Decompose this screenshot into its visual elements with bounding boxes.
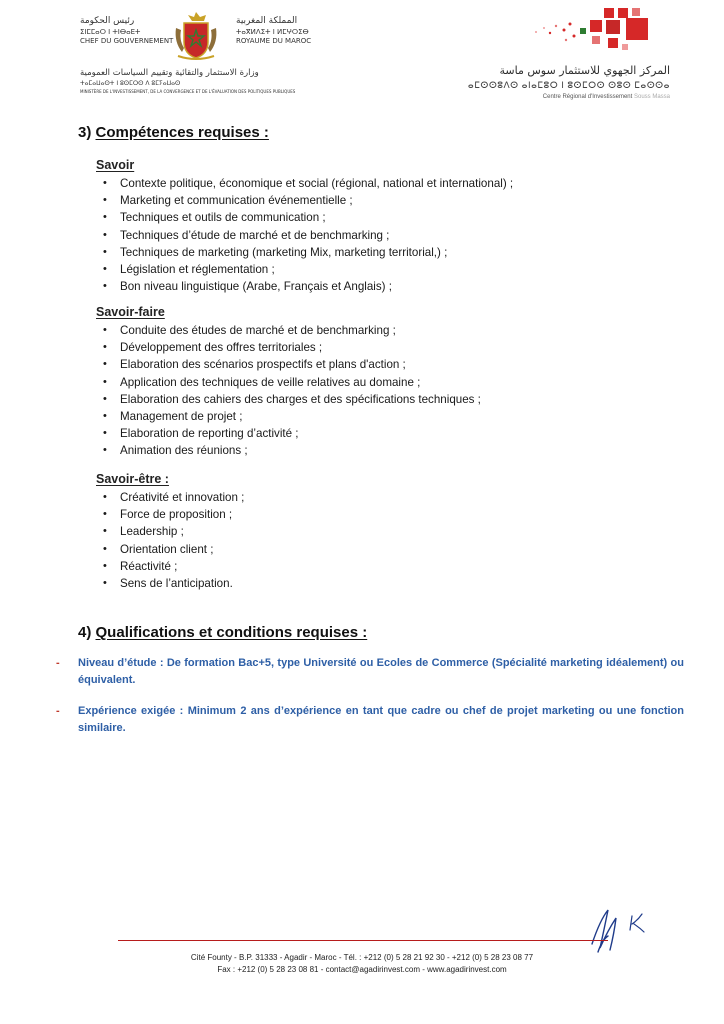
list-item: • Elaboration des cahiers des charges et des spécifications techniques ; — [96, 391, 481, 408]
list-item: • Management de projet ; — [96, 408, 481, 425]
list-item: • Bon niveau linguistique (Arabe, Français et Anglais) ; — [96, 278, 513, 295]
savoir-faire-list — [96, 322, 481, 460]
savoir-etre-list — [96, 489, 244, 592]
list-item: • Leadership ; — [96, 523, 244, 540]
footer-contact: Fax : +212 (0) 5 28 23 08 81 - contact@agadirinvest.com - www.agadirinvest.com — [217, 965, 507, 974]
cri-name-fr — [543, 94, 670, 100]
qualification-education: Niveau d’étude : De formation Bac+5, type Université ou Ecoles de Commerce (Spécialité marketing idéalement) ou équivalent. — [78, 657, 684, 686]
gov-title-tf: ⵉⵏⵎⵎⴰⵔ ⵏ ⵜⵏⴱⴰⴹⵜ — [80, 28, 141, 36]
section-3-number: 3) — [78, 124, 92, 141]
cri-header — [467, 6, 690, 106]
cri-name-tf: ⴰⵎⵙⵙⵓⴷⵙ ⴰⵏⴰⵎⵓⵔ ⵏ ⵓⵙⵎⵔⵙ ⵙⵓⵙ ⵎⴰⵙⵙⴰ — [467, 80, 670, 90]
ministry-tf: ⵜⴰⵎⴰⵡⴰⵙⵜ ⵏ ⵓⵙⵎⵔⵙ ⴷ ⵓⵎⵢⴰⵡⴰⵙ — [80, 80, 181, 87]
section-4-heading — [78, 624, 367, 641]
list-item: • Elaboration des scénarios prospectifs et plans d'action ; — [96, 356, 481, 373]
gov-title-fr: CHEF DU GOUVERNEMENT — [80, 37, 174, 45]
list-item: • Conduite des études de marché et de benchmarking ; — [96, 322, 481, 339]
ministry-ar: وزارة الاستثمار والتقائية وتقييم السياسات العمومية — [80, 68, 259, 78]
cri-name-fr-main: Centre Régional d'Investissement — [542, 94, 633, 100]
list-item: • Application des techniques de veille relatives au domaine ; — [96, 374, 481, 391]
list-item: • Développement des offres territoriales ; — [96, 339, 481, 356]
gov-title-ar: رئيس الحكومة — [80, 16, 135, 26]
kingdom-ar: المملكة المغربية — [236, 16, 298, 26]
section-3-title: Compétences requises : — [95, 124, 269, 141]
cri-pixel-logo — [526, 6, 666, 56]
government-header — [80, 10, 340, 100]
qualification-dash: - — [56, 657, 60, 669]
section-4-number: 4) — [78, 624, 92, 641]
list-item: • Elaboration de reporting d’activité ; — [96, 425, 481, 442]
savoir-heading: Savoir — [96, 158, 135, 172]
list-item: • Orientation client ; — [96, 541, 244, 558]
savoir-etre-heading: Savoir-être : — [96, 472, 169, 486]
section-4-title: Qualifications et conditions requises : — [95, 624, 368, 641]
list-item: • Sens de l’anticipation. — [96, 575, 244, 592]
handwritten-signature — [586, 900, 666, 960]
list-item: • Contexte politique, économique et social (régional, national et international) ; — [96, 175, 513, 192]
list-item: • Législation et réglementation ; — [96, 261, 513, 278]
qualification-item — [56, 703, 684, 737]
list-item: • Techniques de marketing (marketing Mix, marketing territorial,) ; — [96, 244, 513, 261]
list-item: • Créativité et innovation ; — [96, 489, 244, 506]
list-item: • Animation des réunions ; — [96, 442, 481, 459]
moroccan-coat-of-arms-logo — [172, 10, 220, 62]
cri-name-fr-region: Souss Massa — [633, 94, 670, 100]
footer-address: Cité Founty - B.P. 31333 - Agadir - Maroc - Tél. : +212 (0) 5 28 21 92 30 - +212 (0) 5 28 23 08 77 — [190, 953, 534, 962]
savoir-list — [96, 175, 513, 295]
list-item: • Techniques et outils de communication ; — [96, 209, 513, 226]
footer-divider — [118, 940, 608, 941]
kingdom-fr: ROYAUME DU MAROC — [236, 37, 312, 45]
qualification-experience: Expérience exigée : Minimum 2 ans d’expérience en tant que cadre ou chef de projet marketing ou une fonction similaire. — [78, 705, 684, 734]
qualification-item — [56, 655, 684, 689]
savoir-faire-heading: Savoir-faire — [96, 305, 165, 319]
list-item: • Techniques d’étude de marché et de benchmarking ; — [96, 227, 513, 244]
list-item: • Force de proposition ; — [96, 506, 244, 523]
section-3-heading — [78, 124, 269, 141]
cri-name-ar: المركز الجهوي للاستثمار سوس ماسة — [499, 64, 670, 77]
qualification-dash: - — [56, 705, 60, 717]
list-item: • Réactivité ; — [96, 558, 244, 575]
ministry-fr: MINISTÈRE DE L'INVESTISSEMENT, DE LA CONVERGENCE ET DE L'ÉVALUATION DES POLITIQUES PUBLIQUES — [80, 89, 296, 94]
list-item: • Marketing et communication événementielle ; — [96, 192, 513, 209]
kingdom-tf: ⵜⴰⴳⵍⴷⵉⵜ ⵏ ⵍⵎⵖⵔⵉⴱ — [236, 28, 309, 36]
